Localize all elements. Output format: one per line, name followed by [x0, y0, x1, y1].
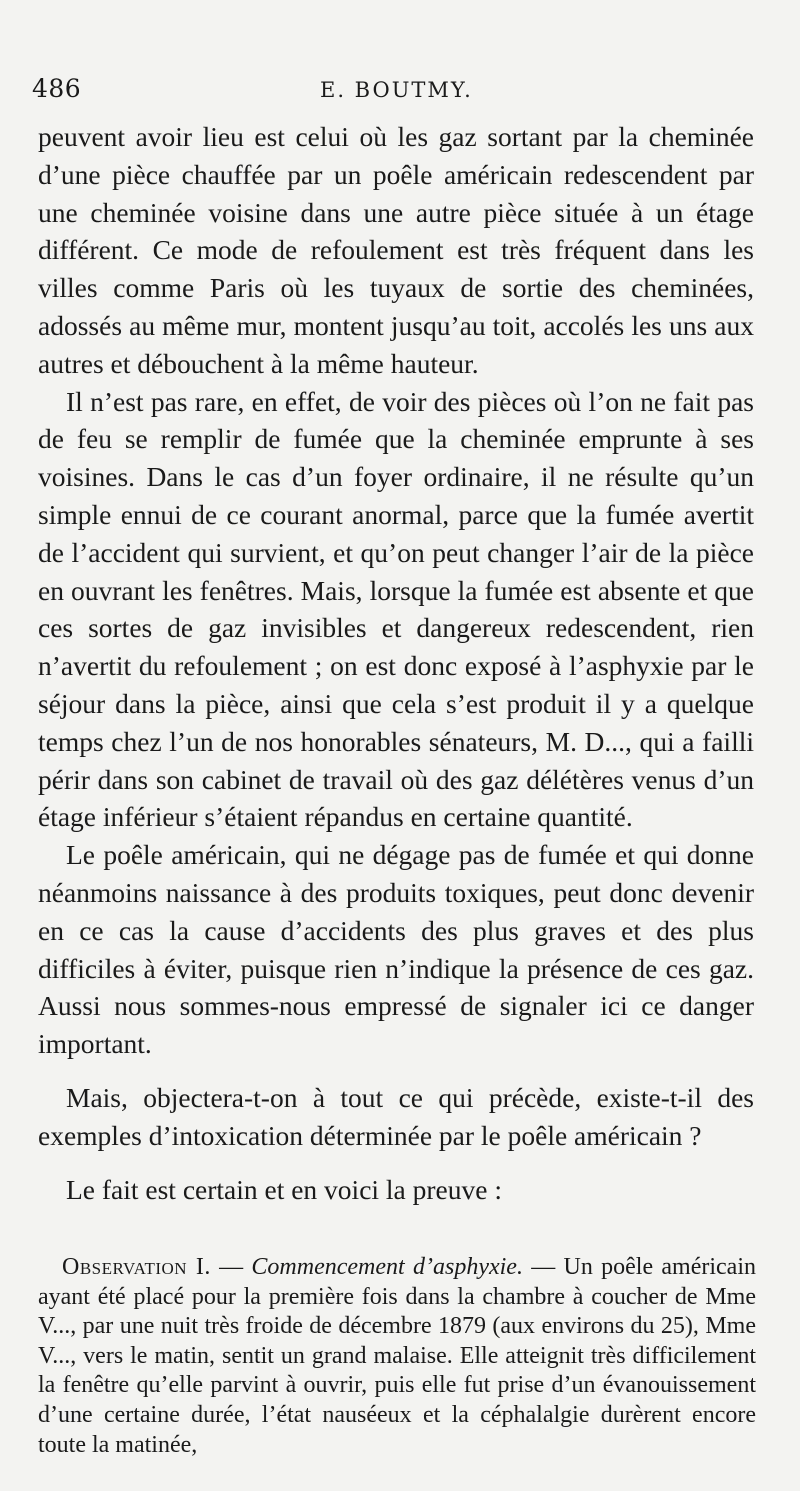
running-title: E. BOUTMY.	[320, 78, 473, 102]
running-head	[30, 74, 770, 108]
observation-block	[38, 1253, 756, 1460]
paragraph: Il n’est pas rare, en effet, de voir des pièces où l’on ne fait pas de feu se remplir de fumée que la cheminée emprunte à ses voisines. Dans le cas d’un foyer ordinaire, il ne résulte qu’un simple ennui de ce courant anormal, parce que la fumée avertit de l’accident qui survient, et qu’on peut changer l’air de la pièce en ouvrant les fenêtres. Mais, lorsque la fumée est absente et que ces sortes de gaz invisibles et dangereux redescendent, rien n’avertit du refoulement ; on est donc exposé à l’asphyxie par le séjour dans la pièce, ainsi que cela s’est produit il y a quelque temps chez l’un de nos honorables sénateurs, M. D..., qui a failli périr dans son cabinet de travail où des gaz délétères venus d’un étage inférieur s’étaient répandus en certaine quantité.	[38, 385, 754, 833]
observation-title: Commencement d’asphyxie.	[251, 1254, 523, 1280]
page-number: 486	[32, 74, 82, 103]
paragraph-continuation: peuvent avoir lieu est celui où les gaz sortant par la cheminée d’une pièce chauffée par un poêle américain redescendent par une cheminée voisine dans une autre pièce située à un étage différent. Ce mode de refoulement est très fréquent dans les villes comme Paris où les tuyaux de sortie des cheminées, adossés au même mur, montent jusqu’au toit, accolés les uns aux autres et débouchent à la même hauteur.	[38, 121, 754, 379]
body-text	[38, 118, 754, 1208]
paragraph: Le poêle américain, qui ne dégage pas de fumée et qui donne néanmoins naissance à des produits toxiques, peut donc devenir en ce cas la cause d’accidents des plus graves et des plus difficiles à éviter, puisque rien n’indique la présence de ces gaz. Aussi nous sommes-nous empressé de signaler ici ce danger important.	[38, 839, 754, 1060]
observation-text: — Un poêle américain ayant été placé pour la première fois dans la chambre à coucher de Mme V..., par une nuit très froide de décembre 1879 (aux environs du 25), Mme V..., vers le matin, sentit un grand malaise. Elle atteignit très difficilement la fenêtre qu’elle parvint à ouvrir, puis elle fut prise d’un évanouissement d’une certaine durée, l’état nauséeux et la céphalalgie durèrent encore toute la matinée,	[38, 1254, 756, 1458]
observation-label: Observation I.	[62, 1254, 211, 1280]
paragraph: Le fait est certain et en voici la preuve :	[66, 1173, 502, 1205]
paragraph: Mais, objectera-t-on à tout ce qui précède, existe-t-il des exemples d’intoxication déterminée par le poêle américain ?	[38, 1081, 754, 1151]
observation-dash: —	[210, 1254, 252, 1280]
